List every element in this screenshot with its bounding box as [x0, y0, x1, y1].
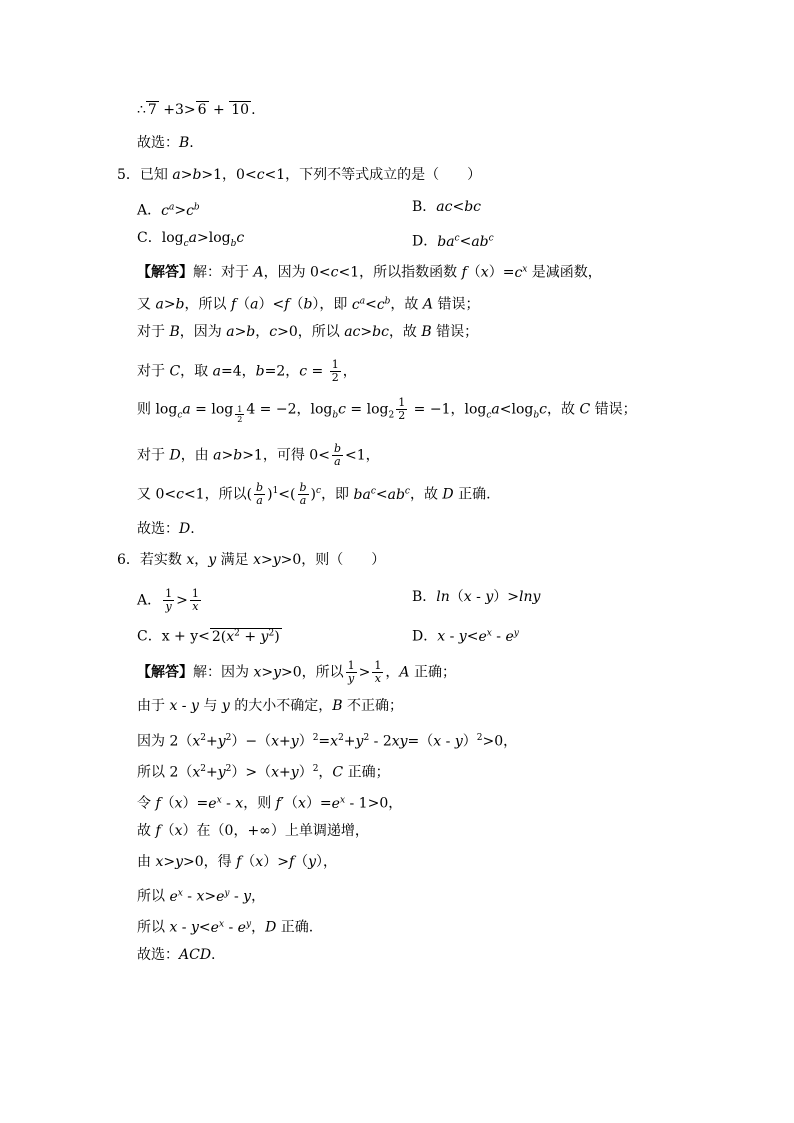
- solution-line: 故选：D.: [137, 521, 195, 537]
- option-d: D．$ba^c<ab^c$: [412, 233, 494, 250]
- solution-line: 令 $f(x)=e^x - x$，则 $f'(x)=e^x - 1>0$，: [137, 795, 403, 812]
- solution-line: 【解答】解：对于 A，因为 0<c<1，所以指数函数 $f(x)=c^x$ 是减函数，: [137, 264, 602, 281]
- solution-line: 【解答】解：因为 x>y>0，所以 $\frac{1}{y}$ > $\frac{1}{x}$ ，A 正确；: [137, 659, 456, 685]
- solution-line: 所以 $x - y<e^x - e^y$，D 正确.: [137, 919, 314, 936]
- solution-line: 所以 $2(x^2+y^2)>(x+y)^2$，C 正确；: [137, 764, 390, 781]
- option-a: A．$c^a>c^b$: [137, 202, 200, 219]
- solution-line: 又 0<c<1，所以( $\frac{b}{a}$ )$^1$<( $\frac{b}{a}$ )$^c$，即 $ba^c<ab^c$，故 D 正确.: [137, 481, 491, 508]
- option-b: B．ac<bc: [412, 199, 482, 215]
- solution-line: 又 a>b，所以 f（a）<f（b），即 $c^a<c^b$，故 A 错误；: [137, 296, 480, 313]
- text-line: ∴ 7 +3> 6 + 10 .: [137, 102, 256, 118]
- solution-line: 对于 D，由 a>b>1，可得 0< $\frac{b}{a}$ <1，: [137, 442, 380, 468]
- option-c: C．$\log_ca>\log_bc$: [137, 230, 245, 249]
- solution-line: 故选：ACD.: [137, 947, 216, 963]
- option-a: A． $\frac{1}{y}$ > $\frac{1}{x}$: [137, 587, 199, 613]
- option-d: D．$x - y<e^x - e^y$: [412, 628, 519, 645]
- option-b: B．ln（x - y）>lny: [412, 589, 541, 605]
- solution-line: 则 $\log_ca = \log$ $_{\frac{1}{2}}$ 4 = −2，$\log_bc = \log_2$ $\frac{1}{2}$ = −1，$\log_ca<\log_bc$，故 C 错误；: [137, 396, 637, 425]
- question-5: 5．已知 a>b>1，0<c<1，下列不等式成立的是（ ）: [117, 167, 482, 183]
- solution-line: 故 f（x）在（0，+∞）上单调递增，: [137, 823, 369, 839]
- solution-line: 所以 $e^x - x>e^y - y$，: [137, 888, 266, 905]
- solution-line: 由 x>y>0，得 f（x）>f（y），: [137, 854, 338, 870]
- solution-line: 由于 x - y 与 y 的大小不确定，B 不正确；: [137, 698, 403, 714]
- solution-line: 对于 B，因为 a>b，c>0，所以 ac>bc，故 B 错误；: [137, 324, 479, 340]
- text-line: 故选：B.: [137, 135, 194, 151]
- solution-line: 因为 $2(x^2+y^2)-(x+y)^2=x^2+y^2 - 2xy=(x - y)^2>0$，: [137, 733, 518, 750]
- solution-line: 对于 C，取 a=4，b=2，c = $\frac{1}{2}$ ，: [137, 358, 357, 384]
- option-c: C．$x + y< 2(x^2 + y^2)$: [137, 628, 280, 645]
- question-6: 6．若实数 x，y 满足 x>y>0，则（ ）: [117, 552, 386, 568]
